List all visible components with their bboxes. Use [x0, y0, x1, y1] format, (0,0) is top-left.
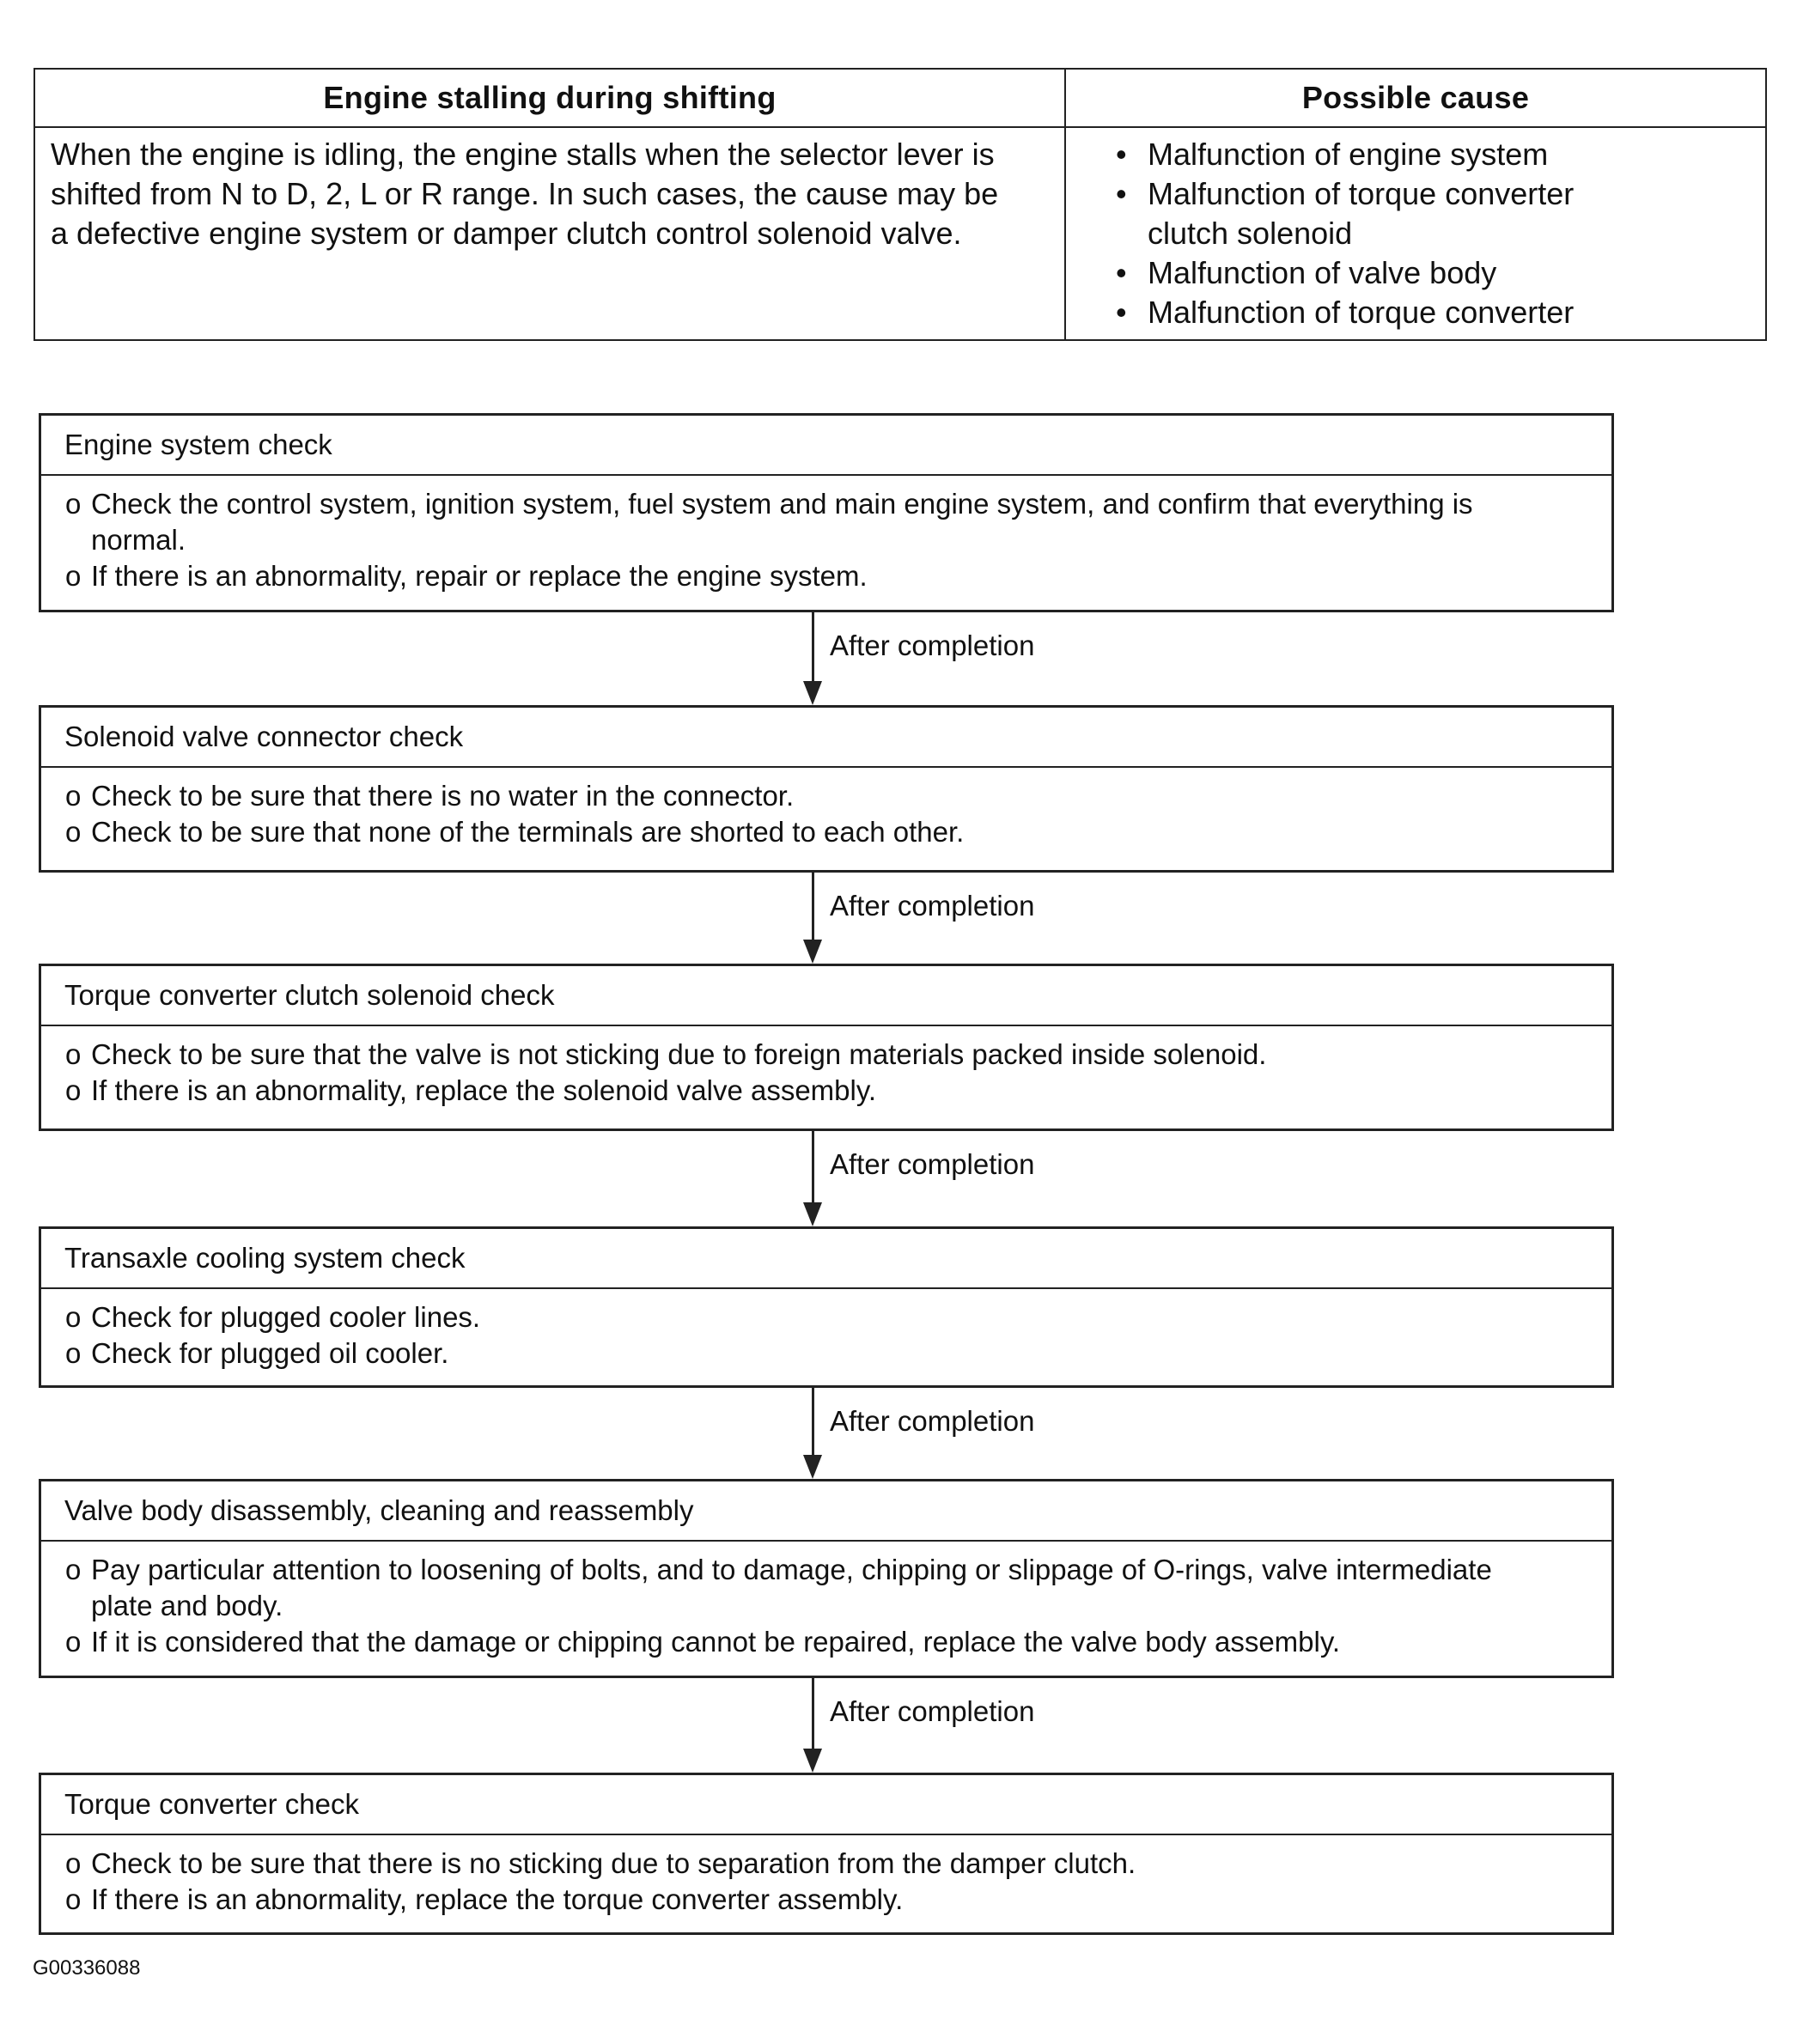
item-marker: o: [65, 1038, 82, 1070]
step-title: Solenoid valve connector check: [41, 708, 1611, 768]
step-item: [65, 1882, 1611, 1918]
step-body: [41, 476, 1611, 594]
after-completion-label: After completion: [830, 1148, 1035, 1180]
arrow-down-icon: [803, 1455, 822, 1479]
symptom-column: [35, 70, 1066, 339]
after-completion-label: After completion: [830, 1695, 1035, 1727]
after-completion-label: After completion: [830, 630, 1035, 661]
bullet-icon: •: [1116, 137, 1127, 172]
symptom-description: [35, 128, 1064, 253]
symptom-line: a defective engine system or damper clutch control solenoid valve.: [51, 216, 962, 251]
step-box: [39, 705, 1614, 873]
step-item-text: If there is an abnormality, replace the solenoid valve assembly.: [91, 1074, 877, 1106]
cause-text: Malfunction of torque converter: [1148, 176, 1575, 211]
step-item-text: plate and body.: [91, 1590, 283, 1621]
step-item-text: Check for plugged cooler lines.: [91, 1301, 481, 1333]
step-title: Transaxle cooling system check: [41, 1229, 1611, 1289]
step-item-text: Check to be sure that the valve is not sticking due to foreign materials packed inside solenoid.: [91, 1038, 1267, 1070]
step-item: [65, 1624, 1611, 1660]
bullet-icon: •: [1116, 295, 1127, 330]
cause-header: Possible cause: [1066, 70, 1765, 128]
step-box: [39, 413, 1614, 612]
item-marker: o: [65, 488, 82, 520]
step-item: [65, 1073, 1611, 1109]
step-item: [65, 1846, 1611, 1882]
step-item-text: If there is an abnormality, repair or replace the engine system.: [91, 560, 868, 592]
item-marker: o: [65, 1337, 82, 1369]
arrow-shaft: [812, 1388, 814, 1460]
bullet-icon: •: [1116, 255, 1127, 290]
cause-list: [1066, 128, 1765, 332]
symptom-table: [34, 68, 1767, 341]
step-title: Engine system check: [41, 416, 1611, 476]
step-body: [41, 768, 1611, 850]
bullet-icon: •: [1116, 176, 1127, 211]
step-item: [65, 1335, 1611, 1372]
step-item-text: Check for plugged oil cooler.: [91, 1337, 449, 1369]
item-marker: o: [65, 1626, 82, 1658]
cause-item: [1066, 135, 1765, 174]
item-marker: o: [65, 1074, 82, 1106]
item-marker: o: [65, 1554, 82, 1585]
step-body: [41, 1542, 1611, 1660]
step-box: [39, 1773, 1614, 1935]
step-title: Torque converter check: [41, 1775, 1611, 1835]
step-item-text: Check to be sure that there is no water in the connector.: [91, 780, 795, 812]
arrow-down-icon: [803, 940, 822, 964]
cause-column: [1066, 70, 1765, 339]
arrow-down-icon: [803, 1749, 822, 1773]
cause-text: Malfunction of engine system: [1148, 137, 1549, 172]
arrow-shaft: [812, 1678, 814, 1754]
step-item: [65, 1299, 1611, 1335]
arrow-shaft: [812, 1131, 814, 1208]
cause-item-continuation: [1066, 214, 1765, 253]
cause-text: Malfunction of torque converter: [1148, 295, 1575, 330]
cause-item: [1066, 253, 1765, 293]
arrow-shaft: [812, 873, 814, 945]
arrow-shaft: [812, 612, 814, 686]
step-item-text: If it is considered that the damage or chipping cannot be repaired, replace the valve body assembly.: [91, 1626, 1341, 1658]
arrow-down-icon: [803, 681, 822, 705]
item-marker: o: [65, 816, 82, 848]
step-item: [65, 1552, 1611, 1588]
step-item: [65, 486, 1611, 522]
step-item: [65, 778, 1611, 814]
step-body: [41, 1835, 1611, 1918]
after-completion-label: After completion: [830, 890, 1035, 922]
cause-item: [1066, 174, 1765, 214]
symptom-line: When the engine is idling, the engine stalls when the selector lever is: [51, 137, 995, 172]
after-completion-label: After completion: [830, 1405, 1035, 1437]
step-box: [39, 1479, 1614, 1678]
item-marker: o: [65, 1847, 82, 1879]
step-item-continuation: [65, 1588, 1611, 1624]
step-item: [65, 558, 1611, 594]
cause-item: [1066, 293, 1765, 332]
symptom-header: Engine stalling during shifting: [35, 70, 1064, 128]
step-item-text: If there is an abnormality, replace the torque converter assembly.: [91, 1883, 904, 1915]
figure-id: G00336088: [33, 1956, 141, 1980]
step-body: [41, 1026, 1611, 1109]
step-item-text: Check to be sure that none of the terminals are shorted to each other.: [91, 816, 965, 848]
step-item-text: normal.: [91, 524, 186, 556]
step-item-continuation: [65, 522, 1611, 558]
item-marker: o: [65, 560, 82, 592]
step-title: Valve body disassembly, cleaning and reassembly: [41, 1481, 1611, 1542]
step-item-text: Check to be sure that there is no sticking due to separation from the damper clutch.: [91, 1847, 1136, 1879]
step-item-text: Pay particular attention to loosening of bolts, and to damage, chipping or slippage of O-rings, valve intermediate: [91, 1554, 1492, 1585]
symptom-line: shifted from N to D, 2, L or R range. In such cases, the cause may be: [51, 176, 999, 211]
step-box: [39, 964, 1614, 1131]
cause-text: Malfunction of valve body: [1148, 255, 1497, 290]
arrow-down-icon: [803, 1202, 822, 1226]
item-marker: o: [65, 1301, 82, 1333]
step-title: Torque converter clutch solenoid check: [41, 966, 1611, 1026]
cause-text: clutch solenoid: [1148, 216, 1353, 251]
step-body: [41, 1289, 1611, 1372]
item-marker: o: [65, 780, 82, 812]
step-item: [65, 1037, 1611, 1073]
step-item-text: Check the control system, ignition system, fuel system and main engine system, and confirm that everything is: [91, 488, 1473, 520]
step-item: [65, 814, 1611, 850]
step-box: [39, 1226, 1614, 1388]
item-marker: o: [65, 1883, 82, 1915]
